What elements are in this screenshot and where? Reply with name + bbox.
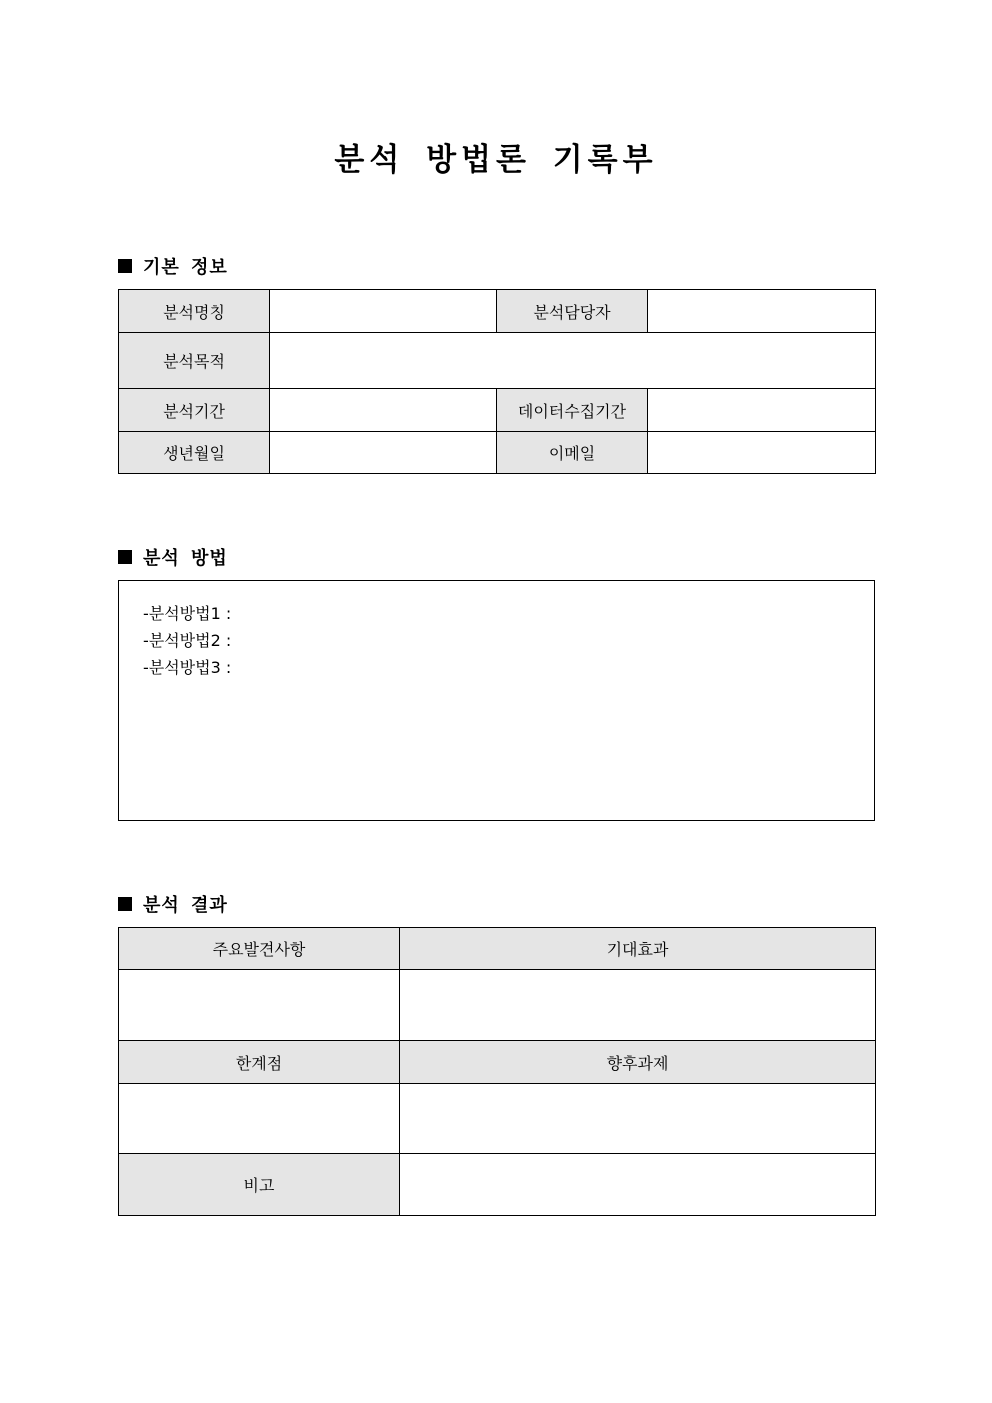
square-bullet-icon (118, 259, 132, 273)
label-effects: 기대효과 (400, 928, 876, 970)
page-title: 분석 방법론 기록부 (334, 142, 658, 178)
email-field[interactable] (648, 432, 876, 474)
data-period-field[interactable] (648, 389, 876, 432)
section-heading-label: 기본 정보 (143, 257, 228, 278)
methods-box[interactable] (118, 580, 875, 821)
label-period: 분석기간 (119, 389, 270, 432)
label-notes: 비고 (119, 1154, 400, 1216)
label-purpose: 분석목적 (119, 333, 270, 389)
square-bullet-icon (118, 550, 132, 564)
basic-info-table (118, 289, 876, 474)
results-table (118, 927, 876, 1216)
period-field[interactable] (270, 389, 497, 432)
section-heading-result (118, 891, 228, 917)
square-bullet-icon (118, 897, 132, 911)
label-email: 이메일 (497, 432, 648, 474)
limits-field[interactable] (119, 1084, 400, 1154)
label-future: 향후과제 (400, 1041, 876, 1084)
label-analysis-name: 분석명칭 (119, 290, 270, 333)
label-data-period: 데이터수집기간 (497, 389, 648, 432)
method-line-3: -분석방법3 : (143, 658, 232, 677)
birth-field[interactable] (270, 432, 497, 474)
section-heading-basic (118, 253, 228, 279)
label-analyst: 분석담당자 (497, 290, 648, 333)
section-heading-label: 분석 결과 (143, 895, 228, 916)
method-line-2: -분석방법2 : (143, 631, 232, 650)
purpose-field[interactable] (270, 333, 876, 389)
section-heading-method (118, 544, 228, 570)
label-birth: 생년월일 (119, 432, 270, 474)
method-line-1: -분석방법1 : (143, 604, 232, 623)
findings-field[interactable] (119, 970, 400, 1041)
effects-field[interactable] (400, 970, 876, 1041)
analysis-name-field[interactable] (270, 290, 497, 333)
label-findings: 주요발견사항 (119, 928, 400, 970)
future-field[interactable] (400, 1084, 876, 1154)
label-limits: 한계점 (119, 1041, 400, 1084)
analyst-field[interactable] (648, 290, 876, 333)
notes-field[interactable] (400, 1154, 876, 1216)
section-heading-label: 분석 방법 (143, 548, 228, 569)
